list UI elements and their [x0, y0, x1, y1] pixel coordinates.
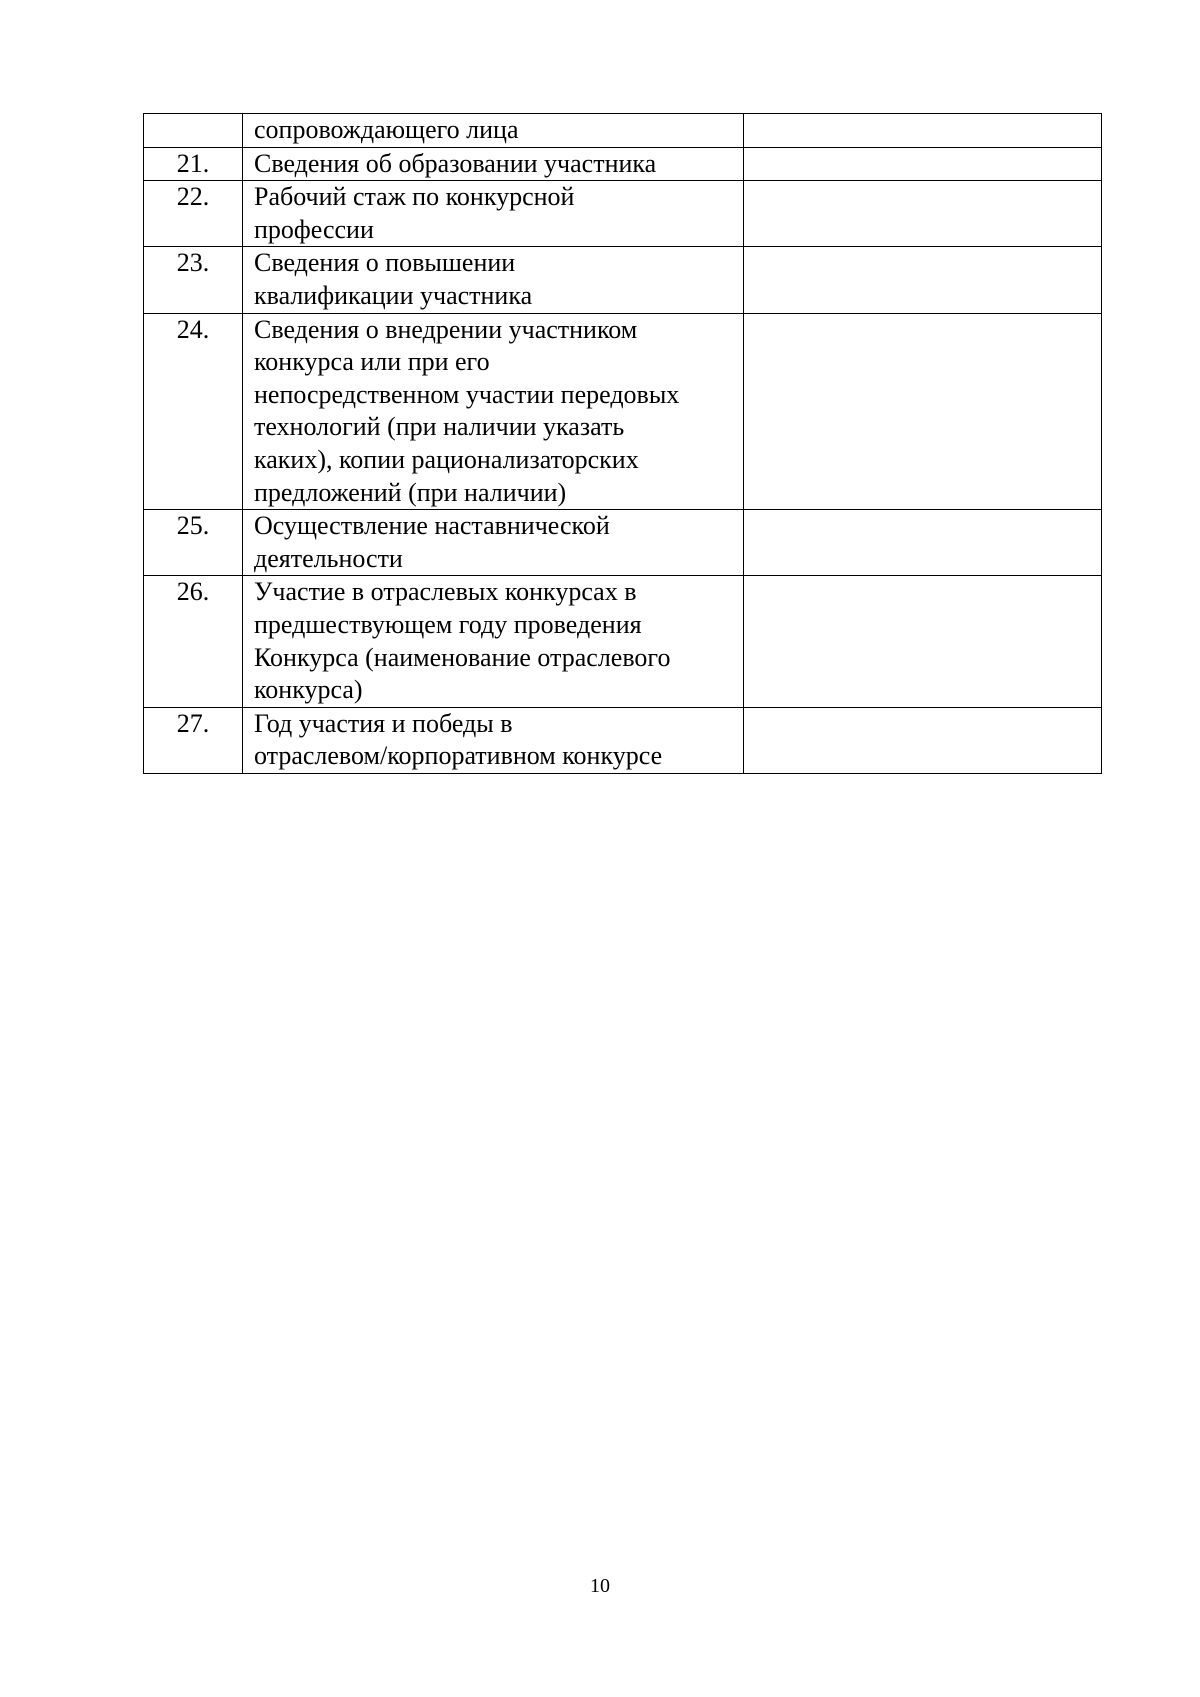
row-description-cell: Осуществление наставнической деятельности	[243, 510, 744, 576]
row-value-cell	[744, 510, 1102, 576]
row-value-cell	[744, 707, 1102, 773]
table-row	[144, 181, 1102, 247]
row-number-cell: 23.	[144, 247, 243, 313]
row-number-cell: 27.	[144, 707, 243, 773]
row-number-cell: 22.	[144, 181, 243, 247]
row-value-cell	[744, 247, 1102, 313]
table-row	[144, 707, 1102, 773]
row-number-cell: 26.	[144, 576, 243, 707]
table-row	[144, 576, 1102, 707]
table-row	[144, 313, 1102, 510]
row-description-cell: сопровождающего лица	[243, 114, 744, 148]
row-number-cell: 21.	[144, 147, 243, 181]
table-row	[144, 247, 1102, 313]
row-number-cell: 24.	[144, 313, 243, 510]
table-row	[144, 114, 1102, 148]
participant-info-table	[143, 113, 1102, 774]
row-description-cell: Сведения о внедрении участником конкурса или при его непосредственном участии передовых технологий (при наличии указать каких), копии рационализаторских предложений (при наличии)	[243, 313, 744, 510]
row-description-cell: Сведения о повышении квалификации участника	[243, 247, 744, 313]
row-description-cell: Сведения об образовании участника	[243, 147, 744, 181]
row-description-cell: Участие в отраслевых конкурсах в предшествующем году проведения Конкурса (наименование отраслевого конкурса)	[243, 576, 744, 707]
page-number: 10	[590, 1575, 610, 1597]
row-number-cell	[144, 114, 243, 148]
row-value-cell	[744, 576, 1102, 707]
row-description-cell: Рабочий стаж по конкурсной профессии	[243, 181, 744, 247]
row-value-cell	[744, 313, 1102, 510]
row-value-cell	[744, 114, 1102, 148]
row-value-cell	[744, 147, 1102, 181]
table-row	[144, 510, 1102, 576]
row-value-cell	[744, 181, 1102, 247]
row-description-cell: Год участия и победы в отраслевом/корпоративном конкурсе	[243, 707, 744, 773]
table-row	[144, 147, 1102, 181]
row-number-cell: 25.	[144, 510, 243, 576]
